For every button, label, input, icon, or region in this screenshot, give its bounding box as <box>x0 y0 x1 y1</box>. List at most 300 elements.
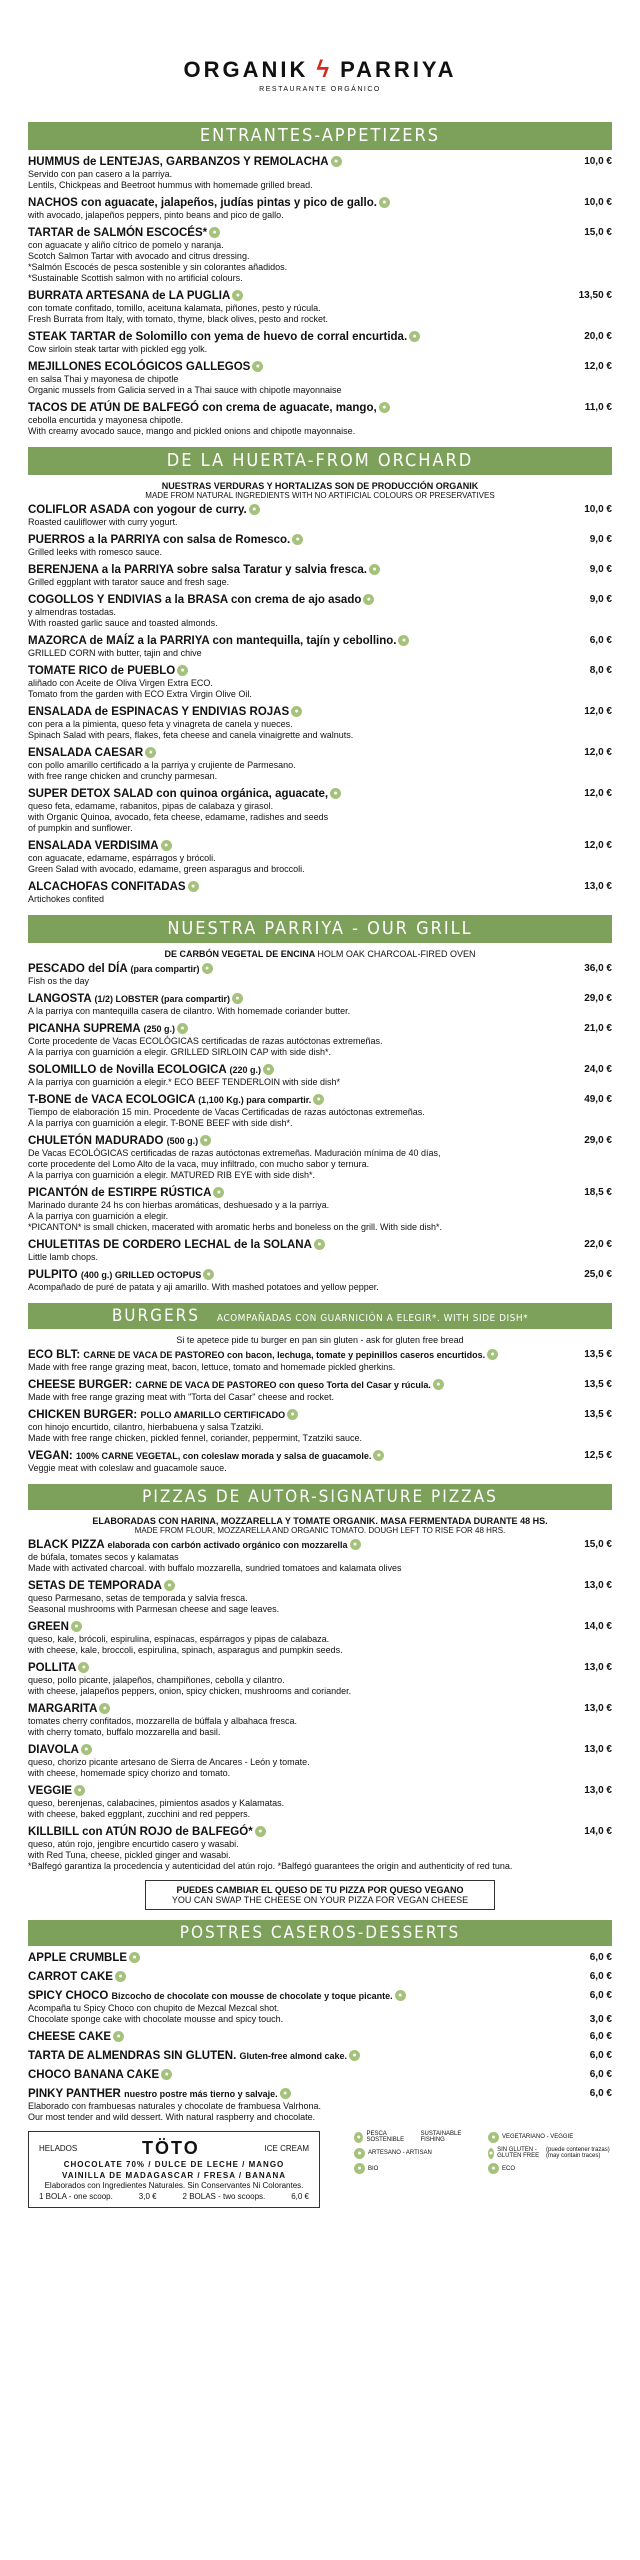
legend-item <box>486 2163 612 2174</box>
item-name <box>28 1990 556 2003</box>
item-desc-en: with cheese, jalapeños peppers, onion, spicy chicken, mushrooms and coriander. <box>28 1686 352 1696</box>
item-title: COGOLLOS Y ENDIVIAS a la BRASA con crema de ajo asado <box>28 594 362 606</box>
item-desc-en: with free range chicken and crunchy parmesan. <box>28 771 218 781</box>
item-title: ENSALADA de ESPINACAS Y ENDIVIAS ROJAS <box>28 706 290 718</box>
item-name <box>28 747 556 760</box>
eco-icon: ● <box>71 1621 82 1632</box>
item-price: 49,0 € <box>584 1094 612 1105</box>
item-extra: A la parriya con guarnición a elegir. MATURED RIB EYE with side dish*. <box>28 1170 315 1180</box>
menu-item <box>28 1450 612 1474</box>
pizzas-note <box>28 1516 612 1535</box>
ice-price-2: 6,0 € <box>291 2192 309 2201</box>
legend-sub: (puede contener trazas) (may contain traces) <box>546 2147 610 2159</box>
item-name <box>28 197 556 210</box>
menu-item <box>28 1662 612 1697</box>
item-name <box>28 1349 556 1362</box>
item-subtitle: CARNE DE VACA DE PASTOREO con bacon, lechuga, tomate y pepinillos caseros encurtidos. <box>83 1350 486 1360</box>
menu-item <box>28 881 612 905</box>
item-title: PICANTÓN de ESTIRPE RÚSTICA <box>28 1187 212 1199</box>
item-price: 13,5 € <box>584 1349 612 1360</box>
menu-item <box>28 665 612 700</box>
item-desc: A la parriya con guarnición a elegir.* ECO BEEF TENDERLOIN with side dish* <box>28 1077 340 1087</box>
item-price: 15,0 € <box>584 1539 612 1550</box>
legend-icon: ● <box>354 2163 365 2174</box>
item-desc: Made with free range grazing meat, bacon, lettuce, tomato and homemade pickled gherkins. <box>28 1362 396 1372</box>
item-subtitle: 100% CARNE VEGETAL, con coleslaw morada y salsa de guacamole. <box>75 1451 372 1461</box>
item-desc: Servido con pan casero a la parriya. <box>28 169 173 179</box>
item-subtitle: Bizcocho de chocolate con mousse de chocolate y toque picante. <box>111 1991 393 2001</box>
item-price: 12,0 € <box>584 361 612 372</box>
menu-item <box>28 1094 612 1129</box>
item-title: VEGAN: <box>28 1450 73 1462</box>
postres-list <box>28 1952 612 2123</box>
item-name <box>28 881 556 894</box>
item-title: MAZORCA de MAÍZ a la PARRIYA con mantequilla, tajín y cebollino. <box>28 635 397 647</box>
item-name <box>28 1023 556 1036</box>
eco-icon: ● <box>78 1662 89 1673</box>
item-name <box>28 635 556 648</box>
item-desc: Made with free range grazing meat with "Torta del Casar" cheese and rocket. <box>28 1392 335 1402</box>
item-desc-en: Seasonal mushrooms with Parmesan cheese and sage leaves. <box>28 1604 280 1614</box>
item-desc-en: With roasted garlic sauce and toasted almonds. <box>28 618 218 628</box>
item-name <box>28 1971 556 1984</box>
menu-item <box>28 963 612 987</box>
item-price: 12,0 € <box>584 840 612 851</box>
item-desc: Cow sirloin steak tartar with pickled egg yolk. <box>28 344 208 354</box>
item-title: SOLOMILLO de Novilla ECOLOGICA <box>28 1064 227 1076</box>
menu-item <box>28 227 612 284</box>
item-subtitle: (220 g.) <box>229 1065 261 1075</box>
ice-price-1-label: 1 BOLA - one scoop. <box>39 2192 113 2201</box>
legend-icon: ● <box>488 2163 499 2174</box>
ice-flavours-2: VAINILLA DE MADAGASCAR / FRESA / BANANA <box>61 2171 287 2180</box>
eco-icon: ● <box>255 1826 266 1837</box>
parriya-note-en: HOLM OAK CHARCOAL-FIRED OVEN <box>317 949 476 959</box>
item-title: VEGGIE <box>28 1785 73 1797</box>
menu-item <box>28 156 612 191</box>
eco-icon: ● <box>99 1703 110 1714</box>
brand-right: PARRIYA <box>340 57 457 82</box>
item-title: SETAS DE TEMPORADA <box>28 1580 162 1592</box>
pizzas-note-es: ELABORADAS CON HARINA, MOZZARELLA Y TOMATE ORGANIK. MASA FERMENTADA DURANTE 48 HS. <box>92 1516 548 1526</box>
legend-sub: SUSTAINABLE FISHING <box>420 2131 462 2143</box>
item-name <box>28 1409 556 1422</box>
eco-icon: ● <box>379 197 390 208</box>
item-name <box>28 1703 556 1716</box>
item-desc-en: A la parriya con guarnición a elegir. <box>28 1211 169 1221</box>
item-price: 24,0 € <box>584 1064 612 1075</box>
menu-item <box>28 564 612 588</box>
eco-icon: ● <box>330 788 341 799</box>
item-desc: De Vacas ECOLÓGICAS certificadas de razas autóctonas extremeñas. Maduración mínima de 40 días, <box>28 1148 441 1158</box>
item-desc: queso, kale, brócoli, espirulina, espinacas, espárragos y pipas de calabaza. <box>28 1634 330 1644</box>
item-price: 11,0 € <box>584 402 612 413</box>
item-desc: A la parriya con mantequilla casera de cilantro. With homemade coriander butter. <box>28 1006 351 1016</box>
item-title: MARGARITA <box>28 1703 98 1715</box>
item-name <box>28 788 556 801</box>
item-title: MEJILLONES ECOLÓGICOS GALLEGOS <box>28 361 251 373</box>
item-price: 13,0 € <box>584 881 612 892</box>
item-desc: queso, berenjenas, calabacines, pimientos asados y Kalamatas. <box>28 1798 285 1808</box>
item-price: 13,0 € <box>584 1703 612 1714</box>
item-extra: *Salmón Escocés de pesca sostenible y sin colorantes añadidos. <box>28 262 288 272</box>
brand-subtitle: RESTAURANTE ORGÁNICO <box>259 86 381 93</box>
eco-icon: ● <box>74 1785 85 1796</box>
menu-item <box>28 1703 612 1738</box>
item-title: TARTAR de SALMÓN ESCOCÉS* <box>28 227 208 239</box>
item-name <box>28 1952 556 1965</box>
item-desc-en: with Organic Quinoa, avocado, feta cheese, edamame, radishes and seeds <box>28 812 329 822</box>
item-title: CHULETÓN MADURADO <box>28 1135 164 1147</box>
menu-item <box>28 1349 612 1373</box>
item-price: 6,0 € <box>589 2069 612 2080</box>
item-desc: with avocado, jalapeños peppers, pinto beans and pico de gallo. <box>28 210 284 220</box>
item-title: DIAVOLA <box>28 1744 79 1756</box>
menu-item <box>28 1269 612 1293</box>
section-banner-pizzas: PIZZAS DE AUTOR-SIGNATURE PIZZAS <box>28 1484 612 1510</box>
item-desc-en: corte procedente del Lomo Alto de la vaca, muy infiltrado, con mucho sabor y ternura. <box>28 1159 370 1169</box>
item-desc: de búfala, tomates secos y kalamatas <box>28 1552 179 1562</box>
item-name <box>28 1135 556 1148</box>
item-desc: queso Parmesano, setas de temporada y salvia fresca. <box>28 1593 248 1603</box>
item-name <box>28 361 556 374</box>
eco-icon: ● <box>113 2031 124 2042</box>
section-banner-entrantes: ENTRANTES-APPETIZERS <box>28 122 612 150</box>
menu-item <box>28 402 612 437</box>
menu-item <box>28 747 612 782</box>
item-subtitle: CARNE DE VACA DE PASTOREO con queso Torta del Casar y rúcula. <box>135 1380 431 1390</box>
menu-item <box>28 1785 612 1820</box>
item-desc-en: with cherry tomato, buffalo mozzarella and basil. <box>28 1727 221 1737</box>
item-price: 6,0 € <box>589 2031 612 2042</box>
item-price: 13,5 € <box>584 1379 612 1390</box>
item-price: 6,0 € <box>589 635 612 646</box>
eco-icon: ● <box>161 840 172 851</box>
legend-icon: ● <box>354 2148 365 2159</box>
legend-item <box>352 2131 478 2143</box>
menu-item <box>28 1580 612 1615</box>
eco-icon: ● <box>115 1971 126 1982</box>
item-desc-en: A la parriya con guarnición a elegir. T-BONE BEEF with side dish*. <box>28 1118 293 1128</box>
menu-item <box>28 197 612 221</box>
menu-item <box>28 361 612 396</box>
vegan-cheese-box <box>145 1880 495 1910</box>
item-price: 29,0 € <box>584 1135 612 1146</box>
huerta-note <box>28 481 612 500</box>
item-name <box>28 1539 556 1552</box>
item-price: 12,0 € <box>584 706 612 717</box>
item-desc: en salsa Thai y mayonesa de chipotle <box>28 374 179 384</box>
item-name <box>28 1269 556 1282</box>
item-price: 12,5 € <box>584 1450 612 1461</box>
ice-right: ICE CREAM <box>264 2144 309 2153</box>
eco-icon: ● <box>203 1269 214 1280</box>
item-desc: queso, chorizo picante artesano de Sierra de Ancares - León y tomate. <box>28 1757 310 1767</box>
item-title: COLIFLOR ASADA con yogour de curry. <box>28 504 247 516</box>
item-price: 18,5 € <box>584 1187 612 1198</box>
eco-icon: ● <box>177 1023 188 1034</box>
eco-icon: ● <box>395 1990 406 2001</box>
menu-item <box>28 1023 612 1058</box>
burgers-list <box>28 1349 612 1474</box>
eco-icon: ● <box>161 2069 172 2080</box>
item-name <box>28 331 556 344</box>
menu-item <box>28 788 612 834</box>
menu-item <box>28 290 612 325</box>
item-subtitle: (1,100 Kg.) para compartir. <box>198 1095 312 1105</box>
item-title: NACHOS con aguacate, jalapeños, judías pintas y pico de gallo. <box>28 197 377 209</box>
menu-item <box>28 1409 612 1444</box>
item-name <box>28 227 556 240</box>
eco-icon: ● <box>398 635 409 646</box>
item-name <box>28 1064 556 1077</box>
legend-icon: ● <box>488 2149 494 2157</box>
menu-item <box>28 594 612 629</box>
item-desc: con aguacate, edamame, espárragos y brócoli. <box>28 853 216 863</box>
item-title: CHICKEN BURGER: <box>28 1409 138 1421</box>
item-name <box>28 1450 556 1463</box>
item-name <box>28 1621 556 1634</box>
item-name <box>28 2031 556 2044</box>
item-desc-en: Fresh Burrata from Italy, with tomato, thyme, black olives, pesto and rocket. <box>28 314 328 324</box>
item-name <box>28 504 556 517</box>
eco-icon: ● <box>363 594 374 605</box>
item-price: 14,0 € <box>584 1621 612 1632</box>
item-name <box>28 1580 556 1593</box>
menu-item <box>28 504 612 528</box>
item-title: TACOS DE ATÚN DE BALFEGÓ con crema de aguacate, mango, <box>28 402 377 414</box>
item-title: TARTA DE ALMENDRAS SIN GLUTEN. <box>28 2050 237 2062</box>
item-price: 6,0 € <box>589 1971 612 1982</box>
menu-item <box>28 1990 612 2025</box>
item-desc: Veggie meat with coleslaw and guacamole sauce. <box>28 1463 227 1473</box>
item-title: PICANHA SUPREMA <box>28 1023 141 1035</box>
pizzas-note-en: MADE FROM FLOUR, MOZZARELLA AND ORGANIC TOMATO. DOUGH LEFT TO RISE FOR 48 HRS. <box>134 1526 506 1535</box>
item-price: 13,0 € <box>584 1580 612 1591</box>
item-price: 20,0 € <box>584 331 612 342</box>
item-title: KILLBILL con ATÚN ROJO de BALFEGÓ* <box>28 1826 253 1838</box>
parriya-list <box>28 963 612 1293</box>
brand-logo <box>28 56 612 84</box>
menu-item <box>28 706 612 741</box>
item-subtitle: (250 g.) <box>143 1024 175 1034</box>
item-subtitle: Gluten-free almond cake. <box>239 2051 348 2061</box>
item-name <box>28 402 556 415</box>
item-name <box>28 2088 556 2101</box>
burgers-accent: ACOMPAÑADAS CON GUARNICIÓN A ELEGIR*. WITH SIDE DISH* <box>216 1313 529 1324</box>
item-title: ECO BLT: <box>28 1349 81 1361</box>
footer <box>28 2131 612 2208</box>
item-desc-en: Made with activated charcoal. with buffalo mozzarella, sundried tomatoes and kalamata olives <box>28 1563 402 1573</box>
ice-price-2-label: 2 BOLAS - two scoops. <box>182 2192 266 2201</box>
menu-item <box>28 635 612 659</box>
item-title: BERENJENA a la PARRIYA sobre salsa Taratur y salvia fresca. <box>28 564 367 576</box>
eco-icon: ● <box>409 331 420 342</box>
item-desc: con aguacate y aliño cítrico de pomelo y naranja. <box>28 240 224 250</box>
item-desc-en: with cheese, homemade spicy chorizo and tomato. <box>28 1768 231 1778</box>
ice-note: Elaborados con Ingredientes Naturales. Sin Conservantes Ni Colorantes. <box>44 2181 304 2190</box>
item-price: 12,0 € <box>584 788 612 799</box>
item-name <box>28 156 556 169</box>
item-extra2: *Sustainable Scottish salmon with no artificial colours. <box>28 273 243 283</box>
menu-item <box>28 2031 612 2044</box>
pizzas-list <box>28 1539 612 1872</box>
item-desc: Fish os the day <box>28 976 90 986</box>
menu-item <box>28 1539 612 1574</box>
eco-icon: ● <box>81 1744 92 1755</box>
eco-icon: ● <box>433 1379 444 1390</box>
item-title: PULPITO <box>28 1269 78 1281</box>
legend-label: PESCA SOSTENIBLE <box>366 2131 405 2143</box>
item-title: CARROT CAKE <box>28 1971 113 1983</box>
item-title: LANGOSTA <box>28 993 92 1005</box>
eco-icon: ● <box>314 1239 325 1250</box>
item-price: 6,0 € <box>589 1952 612 1963</box>
legend-item <box>352 2163 478 2174</box>
item-price: 25,0 € <box>584 1269 612 1280</box>
item-title: BURRATA ARTESANA de LA PUGLIA <box>28 290 231 302</box>
item-name <box>28 534 556 547</box>
entrantes-list <box>28 156 612 437</box>
item-name <box>28 1826 556 1839</box>
menu-item <box>28 840 612 875</box>
item-name <box>28 963 556 976</box>
eco-icon: ● <box>145 747 156 758</box>
item-name <box>28 1785 556 1798</box>
bolt-icon: ϟ <box>316 56 333 83</box>
item-title: SUPER DETOX SALAD con quinoa orgánica, aguacate, <box>28 788 329 800</box>
item-desc: queso feta, edamame, rabanitos, pipas de calabaza y girasol. <box>28 801 274 811</box>
item-title: CHEESE CAKE <box>28 2031 112 2043</box>
eco-icon: ● <box>209 227 220 238</box>
menu-item <box>28 2088 612 2123</box>
item-desc: tomates cherry confitados, mozzarella de búffala y albahaca fresca. <box>28 1716 297 1726</box>
eco-icon: ● <box>129 1952 140 1963</box>
item-price: 14,0 € <box>584 1826 612 1837</box>
item-desc-en: with cheese, kale, broccoli, espirulina, spinach, asparagus and pumpkin seeds. <box>28 1645 343 1655</box>
ice-cream-header <box>39 2138 309 2159</box>
eco-icon: ● <box>249 504 260 515</box>
item-name <box>28 564 556 577</box>
item-desc: aliñado con Aceite de Oliva Virgen Extra ECO. <box>28 678 213 688</box>
item-desc-en: A la parriya con guarnición a elegir. GRILLED SIRLOIN CAP with side dish*. <box>28 1047 331 1057</box>
item-desc: con pollo amarillo certificado a la parriya y crujiente de Parmesano. <box>28 760 296 770</box>
item-name <box>28 993 556 1006</box>
item-price: 9,0 € <box>589 534 612 545</box>
item-desc-en: with Red Tuna, cheese, pickled ginger and wasabi. <box>28 1850 231 1860</box>
ice-left: HELADOS <box>39 2144 78 2153</box>
item-price: 10,0 € <box>584 504 612 515</box>
item-desc: con pera a la pimienta, queso feta y vinagreta de canela y nueces. <box>28 719 293 729</box>
section-banner-parriya: NUESTRA PARRIYA - OUR GRILL <box>28 915 612 943</box>
item-name <box>28 2050 556 2063</box>
eco-icon: ● <box>379 402 390 413</box>
item-price: 6,0 € <box>589 1990 612 2001</box>
item-desc-en: Lentils, Chickpeas and Beetroot hummus with homemade grilled bread. <box>28 180 313 190</box>
item-title: HUMMUS de LENTEJAS, GARBANZOS Y REMOLACHA <box>28 156 329 168</box>
legend <box>352 2131 612 2174</box>
item-desc: Corte procedente de Vacas ECOLÓGICAS certificadas de razas autóctonas extremeñas. <box>28 1036 383 1046</box>
parriya-note <box>28 949 612 959</box>
menu-item <box>28 2050 612 2063</box>
eco-icon: ● <box>164 1580 175 1591</box>
item-desc-en: Made with free range chicken, pickled fennel, coriander, peppermint, Tzatziki sauce. <box>28 1433 363 1443</box>
eco-icon: ● <box>202 963 213 974</box>
item-price: 36,0 € <box>584 963 612 974</box>
eco-icon: ● <box>177 665 188 676</box>
item-price: 9,0 € <box>589 564 612 575</box>
legend-item <box>486 2147 612 2159</box>
item-price: 12,0 € <box>584 747 612 758</box>
eco-icon: ● <box>188 881 199 892</box>
ice-flavours-1: CHOCOLATE 70% / DULCE DE LECHE / MANGO <box>63 2160 285 2169</box>
item-title: T-BONE de VACA ECOLOGICA <box>28 1094 195 1106</box>
item-price: 6,0 € <box>589 2088 612 2099</box>
vegan-cheese-es: PUEDES CAMBIAR EL QUESO DE TU PIZZA POR QUESO VEGANO <box>176 1885 464 1895</box>
brand-left: ORGANIK <box>183 57 309 82</box>
item-subtitle: elaborada con carbón activado orgánico con mozzarella <box>107 1540 348 1550</box>
item-title: TOMATE RICO de PUEBLO <box>28 665 176 677</box>
item-desc: Grilled leeks with romesco sauce. <box>28 547 163 557</box>
item-desc: Elaborado con frambuesas naturales y chocolate de frambuesa Valrhona. <box>28 2101 322 2111</box>
item-price: 15,0 € <box>584 227 612 238</box>
legend-label: VEGETARIANO - VEGGIE <box>502 2134 574 2140</box>
item-price: 21,0 € <box>584 1023 612 1034</box>
menu-item <box>28 1135 612 1181</box>
item-extra: *Balfegó garantiza la procedencia y autenticidad del atún rojo. *Balfegó guarantees the origin and authenticity of red tuna. <box>28 1861 513 1871</box>
section-banner-huerta: DE LA HUERTA-FROM ORCHARD <box>28 447 612 475</box>
item-price: 29,0 € <box>584 993 612 1004</box>
header <box>28 0 612 112</box>
item-title: ENSALADA VERDISIMA <box>28 840 159 852</box>
legend-icon: ● <box>354 2132 363 2143</box>
eco-icon: ● <box>369 564 380 575</box>
menu-item <box>28 1621 612 1656</box>
item-subtitle: nuestro postre más tierno y salvaje. <box>124 2089 278 2099</box>
item-name <box>28 1744 556 1757</box>
legend-label: BIO <box>368 2165 379 2172</box>
section-banner-postres: POSTRES CASEROS-DESSERTS <box>28 1920 612 1946</box>
menu-item <box>28 1952 612 1965</box>
item-title: STEAK TARTAR de Solomillo con yema de huevo de corral encurtida. <box>28 331 408 343</box>
item-price: 13,0 € <box>584 1785 612 1796</box>
item-desc: Marinado durante 24 hs con hierbas aromáticas, deshuesado y a la parriya. <box>28 1200 330 1210</box>
item-desc: Artichokes confited <box>28 894 105 904</box>
item-name <box>28 840 556 853</box>
item-subtitle: POLLO AMARILLO CERTIFICADO <box>140 1410 286 1420</box>
item-desc-en: With creamy avocado sauce, mango and pickled onions and chipotle mayonnaise. <box>28 426 356 436</box>
menu-item <box>28 1971 612 1984</box>
item-desc: Acompaña tu Spicy Choco con chupito de Mezcal Mezcal shot. <box>28 2003 280 2013</box>
item-price: 10,0 € <box>584 197 612 208</box>
eco-icon: ● <box>373 1450 384 1461</box>
item-name <box>28 706 556 719</box>
item-title: PUERROS a la PARRIYA con salsa de Romesco. <box>28 534 291 546</box>
item-title: SPICY CHOCO <box>28 1990 109 2002</box>
eco-icon: ● <box>200 1135 211 1146</box>
menu-item <box>28 2069 612 2082</box>
item-title: CHEESE BURGER: <box>28 1379 133 1391</box>
item-title: PESCADO del DÍA <box>28 963 128 975</box>
eco-icon: ● <box>213 1187 224 1198</box>
item-desc-en: Our most tender and wild dessert. With natural raspberry and chocolate. <box>28 2112 316 2122</box>
eco-icon: ● <box>487 1349 498 1360</box>
item-desc: GRILLED CORN with butter, tajin and chive <box>28 648 202 658</box>
item-price-2: 3,0 € <box>589 2014 612 2025</box>
item-desc-en: with cheese, baked eggplant, zucchini and red peppers. <box>28 1809 251 1819</box>
item-price: 9,0 € <box>589 594 612 605</box>
vegan-cheese-en: YOU CAN SWAP THE CHEESE ON YOUR PIZZA FOR VEGAN CHEESE <box>171 1895 469 1905</box>
